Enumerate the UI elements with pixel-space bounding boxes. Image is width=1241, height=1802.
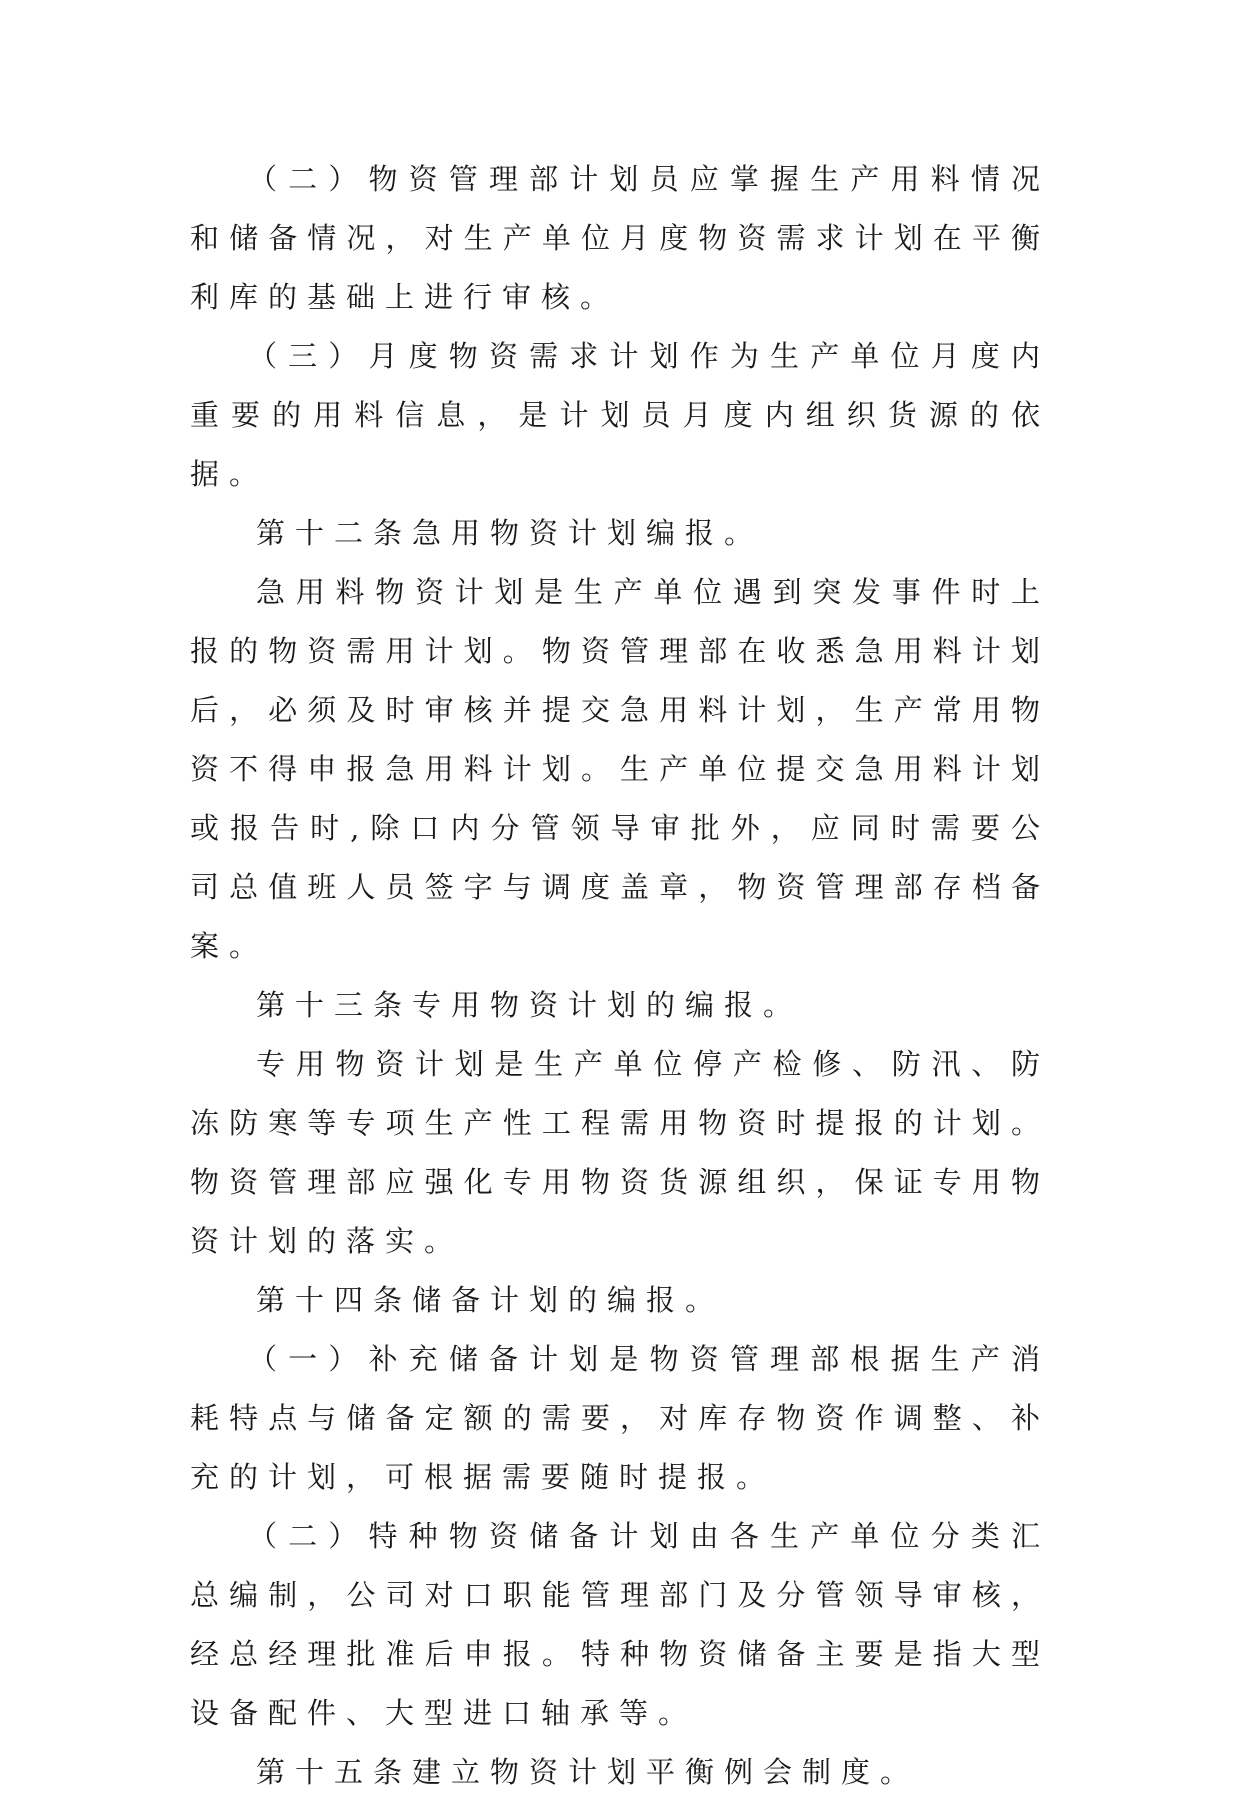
paragraph-sub-item-2: （二）物资管理部计划员应掌握生产用料情况和储备情况，对生产单位月度物资需求计划在平衡利库的基础上进行审核。 (190, 162, 1050, 314)
document-body (190, 150, 1050, 1802)
paragraph-sub-item-3: （三）月度物资需求计划作为生产单位月度内重要的用料信息，是计划员月度内组织货源的依据。 (190, 339, 1050, 491)
article-14-item-2: （二）特种物资储备计划由各生产单位分类汇总编制，公司对口职能管理部门及分管领导审核，经总经理批准后申报。特种物资储备主要是指大型设备配件、大型进口轴承等。 (190, 1519, 1050, 1730)
article-14-item-1: （一）补充储备计划是物资管理部根据生产消耗特点与储备定额的需要，对库存物资作调整、补充的计划，可根据需要随时提报。 (190, 1342, 1050, 1494)
article-13-heading: 第十三条专用物资计划的编报。 (256, 988, 803, 1022)
article-12-body: 急用料物资计划是生产单位遇到突发事件时上报的物资需用计划。物资管理部在收悉急用料计划后，必须及时审核并提交急用料计划，生产常用物资不得申报急用料计划。生产单位提交急用料计划或报告时,除口内分管领导审批外，应同时需要公司总值班人员签字与调度盖章，物资管理部存档备案。 (190, 575, 1050, 963)
article-12-heading: 第十二条急用物资计划编报。 (256, 516, 764, 550)
article-14-heading: 第十四条储备计划的编报。 (256, 1283, 725, 1317)
article-15-heading: 第十五条建立物资计划平衡例会制度。 (256, 1755, 920, 1789)
article-13-body: 专用物资计划是生产单位停产检修、防汛、防冻防寒等专项生产性工程需用物资时提报的计划。物资管理部应强化专用物资货源组织，保证专用物资计划的落实。 (190, 1047, 1050, 1258)
